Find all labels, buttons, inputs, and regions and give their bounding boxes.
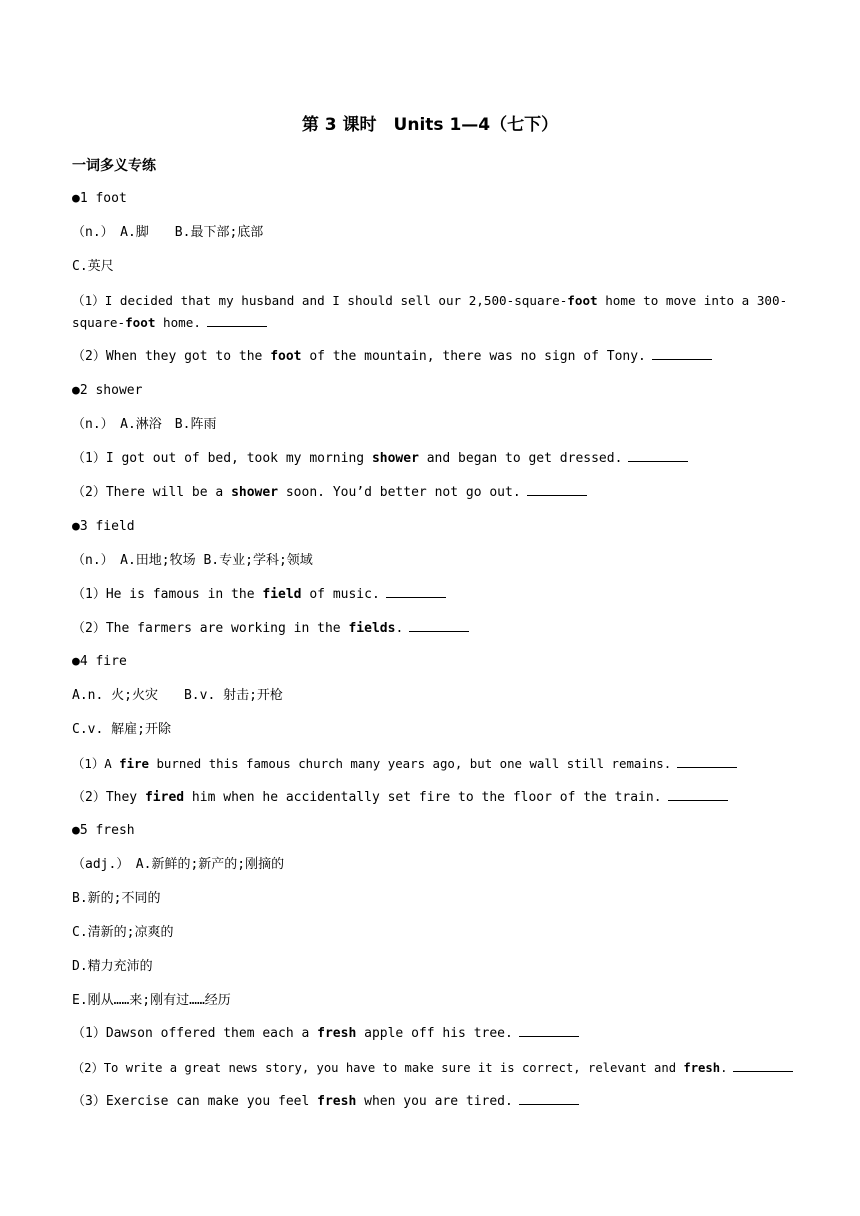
keyword: fired [144, 790, 185, 805]
example-sentence: （2）To write a great news story, you have to make sure it is correct, relevant and fresh. [72, 1057, 792, 1079]
example-sentence: （1）I decided that my husband and I should sell our 2,500-square-foot home to move into a 300-square-foot home. [72, 293, 788, 330]
definition-line: D.精力充沛的 [72, 959, 153, 974]
example-sentence: （2）When they got to the foot of the mountain, there was no sign of Tony. [72, 346, 792, 368]
keyword: shower [371, 451, 419, 466]
keyword: fresh [317, 1094, 357, 1109]
answer-blank[interactable] [652, 347, 712, 360]
word-heading: ●3 field [72, 519, 135, 534]
keyword: fresh [317, 1026, 357, 1041]
word-heading: ●2 shower [72, 383, 143, 398]
example-sentence: （2）They fired him when he accidentally set fire to the floor of the train. [72, 787, 792, 809]
definition-line: E.刚从……来;刚有过……经历 [72, 993, 231, 1008]
keyword: fields [348, 621, 396, 636]
answer-blank[interactable] [386, 585, 446, 598]
definition-line: C.清新的;凉爽的 [72, 925, 174, 940]
answer-blank[interactable] [409, 619, 469, 632]
word-heading: ●1 foot [72, 191, 127, 206]
example-sentence: （3）Exercise can make you feel fresh when you are tired. [72, 1091, 792, 1113]
answer-blank[interactable] [527, 483, 587, 496]
definition-line: C.v. 解雇;开除 [72, 722, 171, 737]
answer-blank[interactable] [677, 755, 737, 768]
definition-line: （n.） A.田地;牧场 B.专业;学科;领域 [72, 553, 313, 568]
keyword: foot [567, 293, 598, 308]
keyword: foot [270, 349, 302, 364]
answer-blank[interactable] [628, 449, 688, 462]
keyword: fire [119, 756, 150, 771]
definition-line: （n.） A.淋浴 B.阵雨 [72, 417, 217, 432]
keyword: fresh [683, 1061, 721, 1075]
definition-line: B.新的;不同的 [72, 891, 161, 906]
word-heading: ●4 fire [72, 654, 127, 669]
definition-line: （n.） A.脚 B.最下部;底部 [72, 225, 264, 240]
answer-blank[interactable] [733, 1059, 793, 1072]
answer-blank[interactable] [207, 314, 267, 327]
page-title: 第 3 课时 Units 1—4（七下） [301, 115, 559, 135]
section-heading: 一词多义专练 [72, 158, 156, 174]
answer-blank[interactable] [519, 1024, 579, 1037]
definition-line: C.英尺 [72, 259, 114, 274]
definition-line: A.n. 火;火灾 B.v. 射击;开枪 [72, 688, 283, 703]
example-sentence: （2）There will be a shower soon. You’d better not go out. [72, 482, 792, 504]
example-sentence: （1）He is famous in the field of music. [72, 584, 792, 606]
keyword: field [262, 587, 302, 602]
definition-line: （adj.） A.新鲜的;新产的;刚摘的 [72, 857, 285, 872]
answer-blank[interactable] [668, 788, 728, 801]
word-heading: ●5 fresh [72, 823, 135, 838]
answer-blank[interactable] [519, 1092, 579, 1105]
example-sentence: （1）I got out of bed, took my morning shower and began to get dressed. [72, 448, 792, 470]
example-sentence: （1）Dawson offered them each a fresh apple off his tree. [72, 1023, 792, 1045]
example-sentence: （1）A fire burned this famous church many years ago, but one wall still remains. [72, 753, 792, 775]
example-sentence: （2）The farmers are working in the fields. [72, 618, 792, 640]
keyword: shower [231, 485, 279, 500]
keyword: foot [125, 315, 156, 330]
